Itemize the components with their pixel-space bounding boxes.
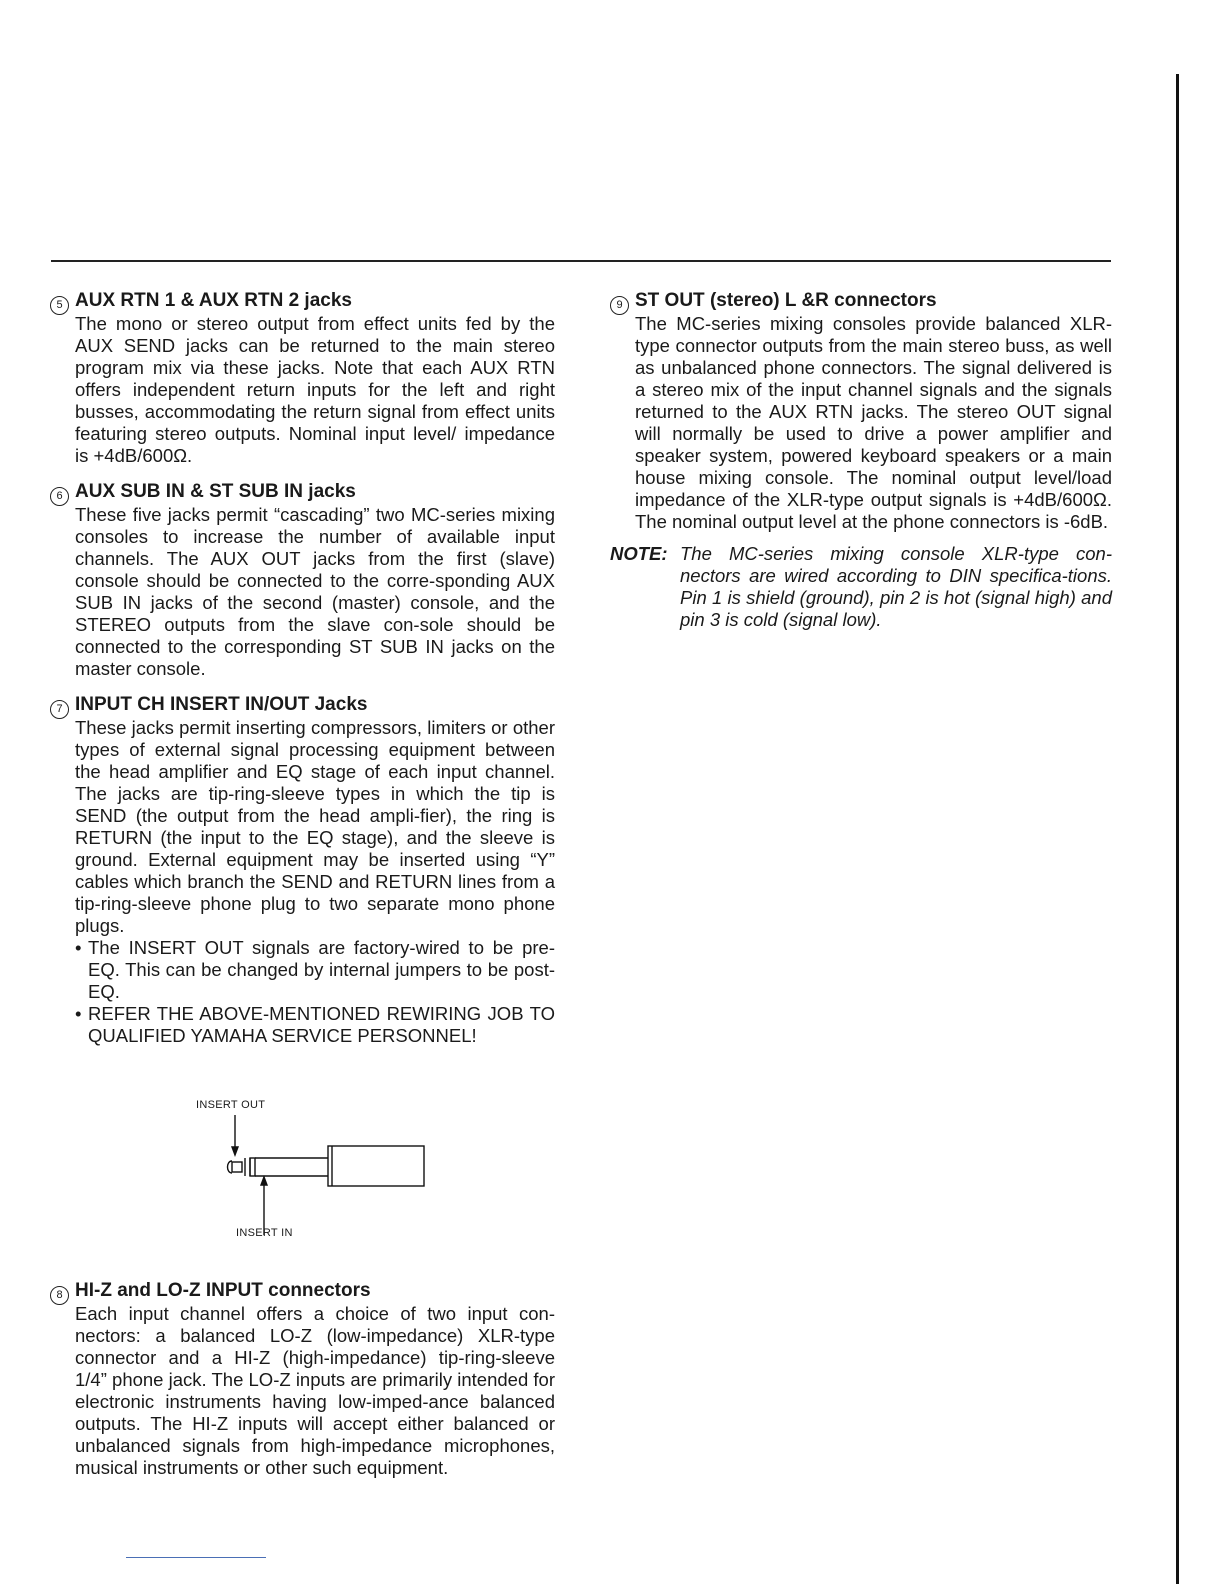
page-edge-line xyxy=(1176,74,1179,1584)
section-body: Each input channel offers a choice of two input con-nectors: a balanced LO-Z (low-impedance) XLR-type connector and a HI-Z (high-impedance) tip-ring-sleeve 1/4” phone jack. The LO-Z inputs are primarily intended for electronic instruments having low-imped-ance balanced outputs. The HI-Z inputs will accept either balanced or unbalanced signals from high-impedance microphones, musical instruments or other such equipment. xyxy=(75,1303,555,1478)
section-number: 5 xyxy=(50,296,69,315)
section-input-connectors xyxy=(50,1280,555,1479)
section-title: AUX SUB IN & ST SUB IN jacks xyxy=(75,481,356,502)
section-heading xyxy=(50,290,555,313)
note-text: The MC-series mixing console XLR-type con-nectors are wired according to DIN specifica-tions. Pin 1 is shield (ground), pin 2 is hot (signal high) and pin 3 is cold (signal low). xyxy=(680,543,1112,630)
section-insert-jacks xyxy=(50,694,555,1047)
phone-plug-diagram xyxy=(190,1095,440,1245)
section-title: ST OUT (stereo) L &R connectors xyxy=(635,290,937,311)
note xyxy=(610,543,1112,631)
section-heading xyxy=(50,481,555,504)
bullet-item: • REFER THE ABOVE-MENTIONED REWIRING JOB TO QUALIFIED YAMAHA SERVICE PERSONNEL! xyxy=(75,1003,555,1047)
bullet-item: • The INSERT OUT signals are factory-wired to be pre-EQ. This can be changed by internal jumpers to be post-EQ. xyxy=(75,937,555,1003)
section-heading xyxy=(610,290,1112,313)
top-rule xyxy=(51,260,1111,262)
insert-out-label: INSERT OUT xyxy=(196,1099,266,1111)
left-column xyxy=(50,290,555,1061)
section-body: These five jacks permit “cascading” two MC-series mixing consoles to increase the number of available input channels. The AUX OUT jacks from the first (slave) console should be connected to the corre-sponding AUX SUB IN jacks of the second (master) console, and the STEREO outputs from the slave con-sole should be connected to the corresponding ST SUB IN jacks on the master console. xyxy=(75,504,555,679)
note-label: NOTE: xyxy=(610,543,668,564)
section-heading xyxy=(50,1280,555,1303)
bullet-list xyxy=(75,937,555,1047)
phone-plug-icon xyxy=(190,1115,440,1245)
section-st-out xyxy=(610,290,1112,631)
section-number: 7 xyxy=(50,700,69,719)
section-aux-sub-in xyxy=(50,481,555,680)
section-number: 9 xyxy=(610,296,629,315)
bottom-mark xyxy=(126,1557,266,1558)
insert-in-label: INSERT IN xyxy=(236,1227,293,1239)
section-title: HI-Z and LO-Z INPUT connectors xyxy=(75,1280,371,1301)
section-number: 6 xyxy=(50,487,69,506)
section-title: AUX RTN 1 & AUX RTN 2 jacks xyxy=(75,290,352,311)
section-title: INPUT CH INSERT IN/OUT Jacks xyxy=(75,694,368,715)
section-body: The MC-series mixing consoles provide balanced XLR-type connector outputs from the main stereo buss, as well as unbalanced phone connectors. The signal delivered is a stereo mix of the input channel signals and the signals returned to the AUX RTN jacks. The stereo OUT signal will normally be used to drive a power amplifier and speaker system, powered keyboard speakers or a main house mixing console. The nominal output level/load impedance of the XLR-type output signals is +4dB/600Ω. The nominal output level at the phone connectors is -6dB. xyxy=(635,313,1112,532)
section-heading xyxy=(50,694,555,717)
section-aux-rtn xyxy=(50,290,555,467)
right-column xyxy=(610,290,1112,645)
section-body: The mono or stereo output from effect units fed by the AUX SEND jacks can be returned to the main stereo program mix via these jacks. Note that each AUX RTN offers independent return inputs for the left and right busses, accommodating the return signal from effect units featuring stereo outputs. Nominal input level/ impedance is +4dB/600Ω. xyxy=(75,313,555,466)
section-number: 8 xyxy=(50,1286,69,1305)
left-column-lower xyxy=(50,1280,555,1493)
section-body: These jacks permit inserting compressors, limiters or other types of external signal processing equipment between the head amplifier and EQ stage of each input channel. The jacks are tip-ring-sleeve types in which the tip is SEND (the output from the head ampli-fier), the ring is RETURN (the input to the EQ stage), and the sleeve is ground. External equipment may be inserted using “Y” cables which branch the SEND and RETURN lines from a tip-ring-sleeve phone plug to two separate mono phone plugs. xyxy=(75,717,555,936)
